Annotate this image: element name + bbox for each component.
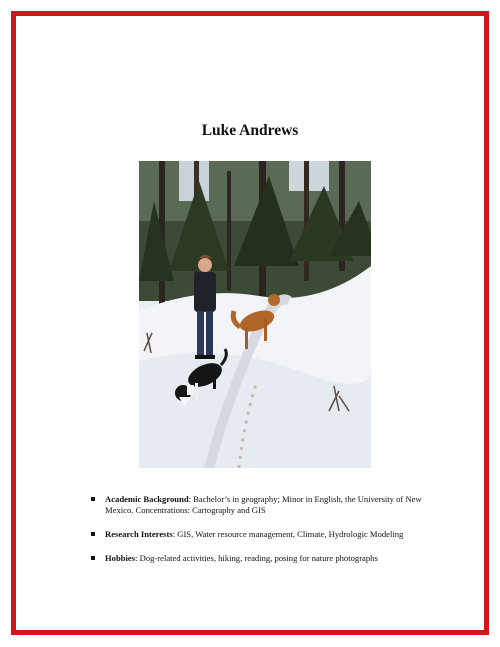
bullet-text: : GIS, Water resource management, Climate, Hydrologic Modeling [172,529,404,539]
bullet-square-icon [91,556,95,560]
profile-photo [139,161,371,468]
page-title: Luke Andrews [201,122,299,139]
list-item-research-interests [89,529,449,540]
list-item-hobbies [89,553,449,564]
bullet-square-icon [91,532,95,536]
bullet-label: Hobbies [105,553,136,563]
bullet-text: : Dog-related activities, hiking, reading, posing for nature photographs [135,553,378,563]
bullet-label: Academic Background [105,494,189,504]
list-item-academic-background [89,494,449,516]
bio-bullet-list [89,494,449,577]
bullet-text: : Bachelor’s in geography; Minor in English, the University of New Mexico. Concentrations: Cartography and GIS [105,494,422,515]
snow-forest-scene [139,161,371,468]
bullet-label: Research Interests [105,529,173,539]
bullet-square-icon [91,497,95,501]
page-border [11,11,489,635]
